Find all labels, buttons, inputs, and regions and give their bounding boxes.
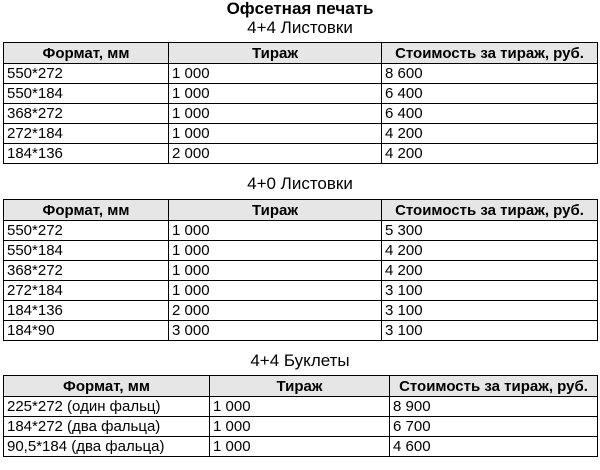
cell-cost: 4 600 [390, 437, 598, 457]
table-row [4, 221, 598, 241]
cell-cost: 3 100 [382, 281, 598, 301]
cell-cost: 6 400 [382, 84, 598, 104]
cell-format: 90,5*184 (два фальца) [4, 437, 210, 457]
cell-run: 2 000 [169, 301, 382, 321]
table-row [4, 301, 598, 321]
table-header-row [4, 43, 598, 64]
cell-format: 184*272 (два фальца) [4, 417, 210, 437]
table-row [4, 241, 598, 261]
cell-cost: 6 400 [382, 104, 598, 124]
column-header-format: Формат, мм [4, 376, 210, 397]
cell-run: 1 000 [169, 261, 382, 281]
column-header-format: Формат, мм [4, 43, 169, 64]
table-row [4, 261, 598, 281]
section-title-booklets-4-4: 4+4 Буклеты [250, 351, 350, 370]
column-header-cost: Стоимость за тираж, руб. [382, 200, 598, 221]
cell-cost: 3 100 [382, 321, 598, 341]
section-title-leaflets-4-0: 4+0 Листовки [247, 174, 353, 193]
cell-format: 225*272 (один фальц) [4, 397, 210, 417]
cell-run: 1 000 [210, 397, 390, 417]
table-row [4, 124, 598, 144]
cell-cost: 8 600 [382, 64, 598, 84]
cell-format: 368*272 [4, 104, 169, 124]
table-row [4, 397, 598, 417]
price-table-leaflets-4-4 [3, 42, 598, 164]
table-row [4, 84, 598, 104]
cell-format: 184*136 [4, 144, 169, 164]
cell-run: 1 000 [169, 124, 382, 144]
cell-cost: 8 900 [390, 397, 598, 417]
table-row [4, 321, 598, 341]
cell-format: 184*90 [4, 321, 169, 341]
cell-cost: 4 200 [382, 241, 598, 261]
cell-run: 1 000 [210, 437, 390, 457]
cell-cost: 5 300 [382, 221, 598, 241]
cell-format: 550*184 [4, 84, 169, 104]
column-header-format: Формат, мм [4, 200, 169, 221]
cell-format: 368*272 [4, 261, 169, 281]
table-row [4, 437, 598, 457]
table-row [4, 281, 598, 301]
cell-format: 550*272 [4, 221, 169, 241]
section-title-leaflets-4-4: 4+4 Листовки [247, 18, 353, 37]
cell-run: 3 000 [169, 321, 382, 341]
cell-cost: 6 700 [390, 417, 598, 437]
cell-run: 1 000 [169, 64, 382, 84]
cell-cost: 4 200 [382, 124, 598, 144]
price-table-leaflets-4-0 [3, 199, 598, 341]
table-header-row [4, 200, 598, 221]
cell-format: 550*272 [4, 64, 169, 84]
column-header-cost: Стоимость за тираж, руб. [382, 43, 598, 64]
cell-run: 1 000 [169, 84, 382, 104]
cell-format: 184*136 [4, 301, 169, 321]
cell-run: 1 000 [169, 221, 382, 241]
column-header-run: Тираж [169, 43, 382, 64]
page-title: Офсетная печать [226, 0, 374, 18]
table-row [4, 144, 598, 164]
cell-format: 272*184 [4, 124, 169, 144]
column-header-cost: Стоимость за тираж, руб. [390, 376, 598, 397]
cell-format: 272*184 [4, 281, 169, 301]
table-row [4, 104, 598, 124]
table-row [4, 64, 598, 84]
price-table-booklets-4-4 [3, 375, 598, 457]
column-header-run: Тираж [210, 376, 390, 397]
cell-cost: 3 100 [382, 301, 598, 321]
cell-run: 1 000 [210, 417, 390, 437]
cell-run: 2 000 [169, 144, 382, 164]
cell-format: 550*184 [4, 241, 169, 261]
column-header-run: Тираж [169, 200, 382, 221]
cell-run: 1 000 [169, 281, 382, 301]
cell-run: 1 000 [169, 241, 382, 261]
cell-cost: 4 200 [382, 261, 598, 281]
table-header-row [4, 376, 598, 397]
cell-run: 1 000 [169, 104, 382, 124]
cell-cost: 4 200 [382, 144, 598, 164]
table-row [4, 417, 598, 437]
